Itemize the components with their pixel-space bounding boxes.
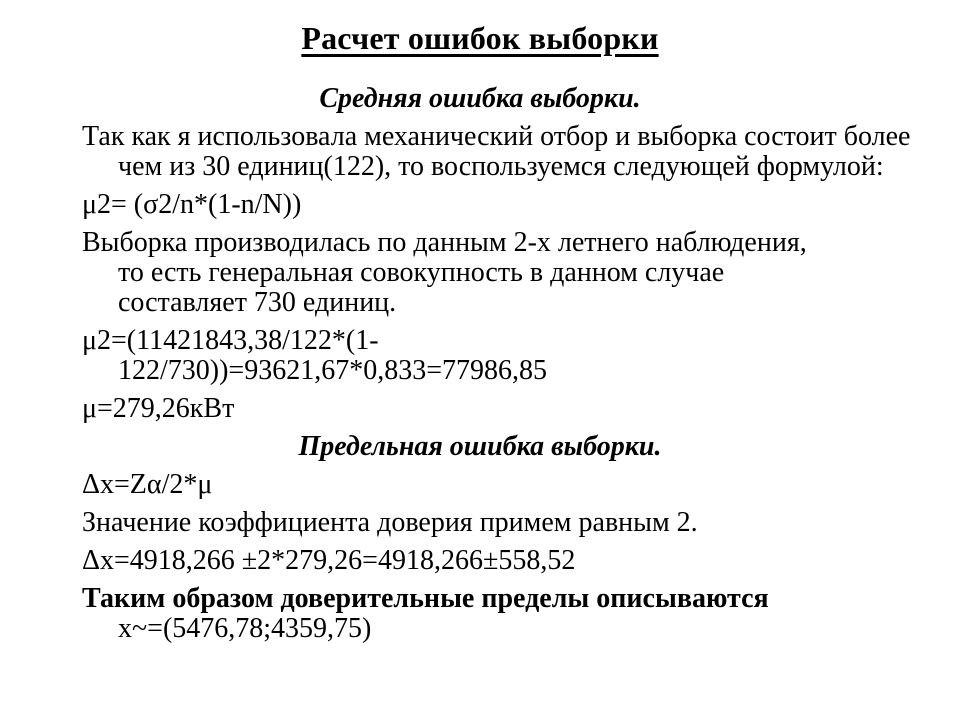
paragraph-text: Выборка производилась по данным 2-х летнего наблюдения, то есть генеральная совокупность в данном случае составляет 730 единиц.: [82, 227, 807, 318]
result-text: μ=279,26кВт: [82, 393, 235, 424]
slide-title: Расчет ошибок выборки: [301, 20, 659, 56]
formula-mean-error-calculation: [82, 325, 548, 386]
formula-text: Δx=Zα/2*μ: [82, 469, 213, 500]
paragraph-method-description: [82, 122, 914, 182]
conclusion-confidence-limits: [82, 584, 912, 614]
formula-text: μ2= (σ2/n*(1-n/N)): [82, 189, 302, 220]
paragraph-text: Так как я использовала механический отбор и выборка состоит более чем из 30 единиц(122), то воспользуемся следующей формулой:: [82, 121, 911, 182]
paragraph-confidence-coefficient: [82, 508, 912, 538]
conclusion-value: [82, 614, 912, 644]
section-heading-marginal-error: Предельная ошибка выборки.: [298, 431, 662, 462]
formula-mean-error: [82, 190, 912, 220]
formula-marginal-error: [82, 470, 912, 500]
paragraph-text: Значение коэффициента доверия примем равным 2.: [82, 507, 698, 538]
formula-text: μ2=(11421843,38/122*(1-122/730))=93621,67*0,833=77986,85: [82, 325, 548, 386]
result-mean-error: [82, 394, 912, 424]
paragraph-population-description: [82, 228, 838, 318]
slide-body: [82, 84, 912, 652]
conclusion-text: Таким образом доверительные пределы описываются: [82, 583, 769, 614]
confidence-interval-text: x~=(5476,78;4359,75): [118, 613, 372, 644]
formula-text: Δx=4918,266 ±2*279,26=4918,266±558,52: [82, 545, 576, 576]
formula-marginal-error-calculation: [82, 546, 912, 576]
section-heading-mean-error: Средняя ошибка выборки.: [319, 83, 641, 114]
